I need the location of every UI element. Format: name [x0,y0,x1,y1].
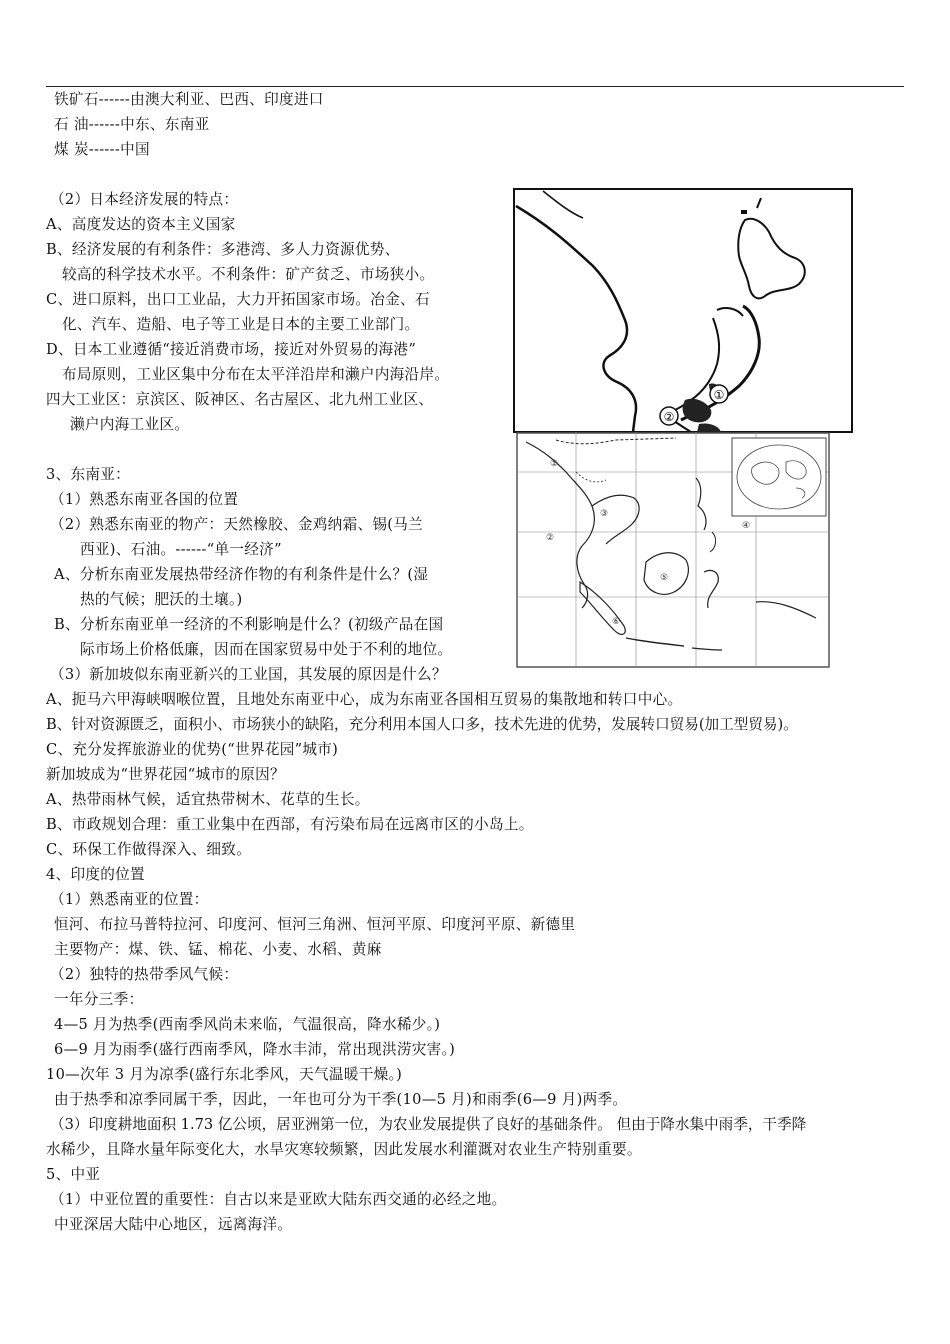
sea-marker-5: ⑤ [660,573,669,583]
text-line: B、分析东南亚单一经济的不利影响是什么？(初级产品在国 [54,616,444,633]
text-line: 较高的科学技术水平。不利条件：矿产贫乏、市场狭小。 [62,266,435,283]
text-line: 6—9 月为雨季(盛行西南季风，降水丰沛，常出现洪涝灾害。) [54,1041,456,1058]
text-line: （1）熟悉南亚的位置： [50,891,209,908]
text-line: B、经济发展的有利条件：多港湾、多人力资源优势、 [46,241,400,258]
text-line: A、高度发达的资本主义国家 [46,216,236,233]
text-line: B、市政规划合理：重工业集中在西部，有污染布局在远离市区的小岛上。 [46,816,534,833]
text-line: 际市场上价格低廉，因而在国家贸易中处于不利的地位。 [80,641,453,658]
text-line: C、环保工作做得深入、细致。 [46,841,252,858]
text-line: 石 油------中东、东南亚 [54,116,210,133]
section-heading: 4、印度的位置 [46,866,145,883]
sea-marker-4: ④ [742,521,751,531]
top-rule [46,86,904,87]
section-heading: （2）日本经济发展的特点： [50,191,239,208]
section-heading: 3、东南亚： [46,466,131,483]
text-line: 热的气候；肥沃的土壤。) [80,591,243,608]
text-line: 布局原则，工业区集中分布在太平洋沿岸和濑户内海沿岸。 [62,366,450,383]
text-line: A、扼马六甲海峡咽喉位置，且地处东南亚中心，成为东南亚各国相互贸易的集散地和转口中心。 [46,691,683,708]
text-line: 中亚深居大陆中心地区，远离海洋。 [54,1216,293,1233]
text-line: 恒河、布拉马普特拉河、印度河、恒河三角洲、恒河平原、印度河平原、新德里 [54,916,576,933]
text-line: 新加坡成为“世界花园“城市的原因？ [46,766,285,783]
marker-2: ② [663,410,675,424]
sea-marker-3: ③ [600,509,609,519]
text-line: 4—5 月为热季(西南季风尚未来临，气温很高，降水稀少。) [54,1016,441,1033]
text-line: D、日本工业遵循“接近消费市场，接近对外贸易的海港” [46,341,417,358]
text-line: （1）熟悉东南亚各国的位置 [50,491,239,508]
text-line: （2）熟悉东南亚的物产：天然橡胶、金鸡纳霜、锡(马兰 [50,516,424,533]
text-line: （3）新加坡似东南亚新兴的工业国，其发展的原因是什么？ [50,666,447,683]
text-line: A、分析东南亚发展热带经济作物的有利条件是什么？(湿 [54,566,429,583]
text-line: C、充分发挥旅游业的优势(“世界花园”城市) [46,741,339,758]
text-line: 四大工业区：京滨区、阪神区、名古屋区、北九州工业区、 [46,391,434,408]
text-line: 10—次年 3 月为凉季(盛行东北季风，天气温暖干燥。) [46,1066,403,1083]
sea-marker-2: ② [546,533,555,543]
text-line: B、针对资源匮乏，面积小、市场狭小的缺陷，充分利用本国人口多，技术先进的优势，发展转口贸易(加工型贸易)。 [46,716,798,733]
text-line: （2）独特的热带季风气候： [50,966,239,983]
sea-marker-1: ① [550,459,559,469]
text-line: 铁矿石------由澳大利亚、巴西、印度进口 [54,91,324,108]
southeast-asia-map [516,432,830,668]
japan-map [513,188,853,433]
text-line: C、进口原料，出口工业品，大力开拓国家市场。冶金、石 [46,291,430,308]
text-line: 化、汽车、造船、电子等工业是日本的主要工业部门。 [62,316,420,333]
text-line: A、热带雨林气候，适宜热带树木、花草的生长。 [46,791,370,808]
text-line: 濑户内海工业区。 [70,416,190,433]
text-line: （1）中亚位置的重要性：自古以来是亚欧大陆东西交通的必经之地。 [50,1191,507,1208]
text-line: 主要物产：煤、铁、锰、棉花、小麦、水稻、黄麻 [54,941,382,958]
text-line: 水稀少，且降水量年际变化大，水旱灾寒较频繁，因此发展水利灌溉对农业生产特别重要。 [46,1141,642,1158]
section-heading: 5、中亚 [46,1166,101,1183]
text-line: 煤 炭------中国 [54,141,150,158]
text-line: 由于热季和凉季同属干季，因此，一年也可分为干季(10—5 月)和雨季(6—9 月)两季。 [54,1091,628,1108]
marker-1: ① [713,388,725,402]
sea-marker-6: ⑥ [612,617,621,627]
text-line: （3）印度耕地面积 1.73 亿公顷，居亚洲第一位，为农业发展提供了良好的基础条件。 但由于降水集中雨季，干季降 [50,1116,807,1133]
text-line: 一年分三季： [54,991,144,1008]
text-line: 西亚)、石油。------“单一经济” [80,541,282,558]
